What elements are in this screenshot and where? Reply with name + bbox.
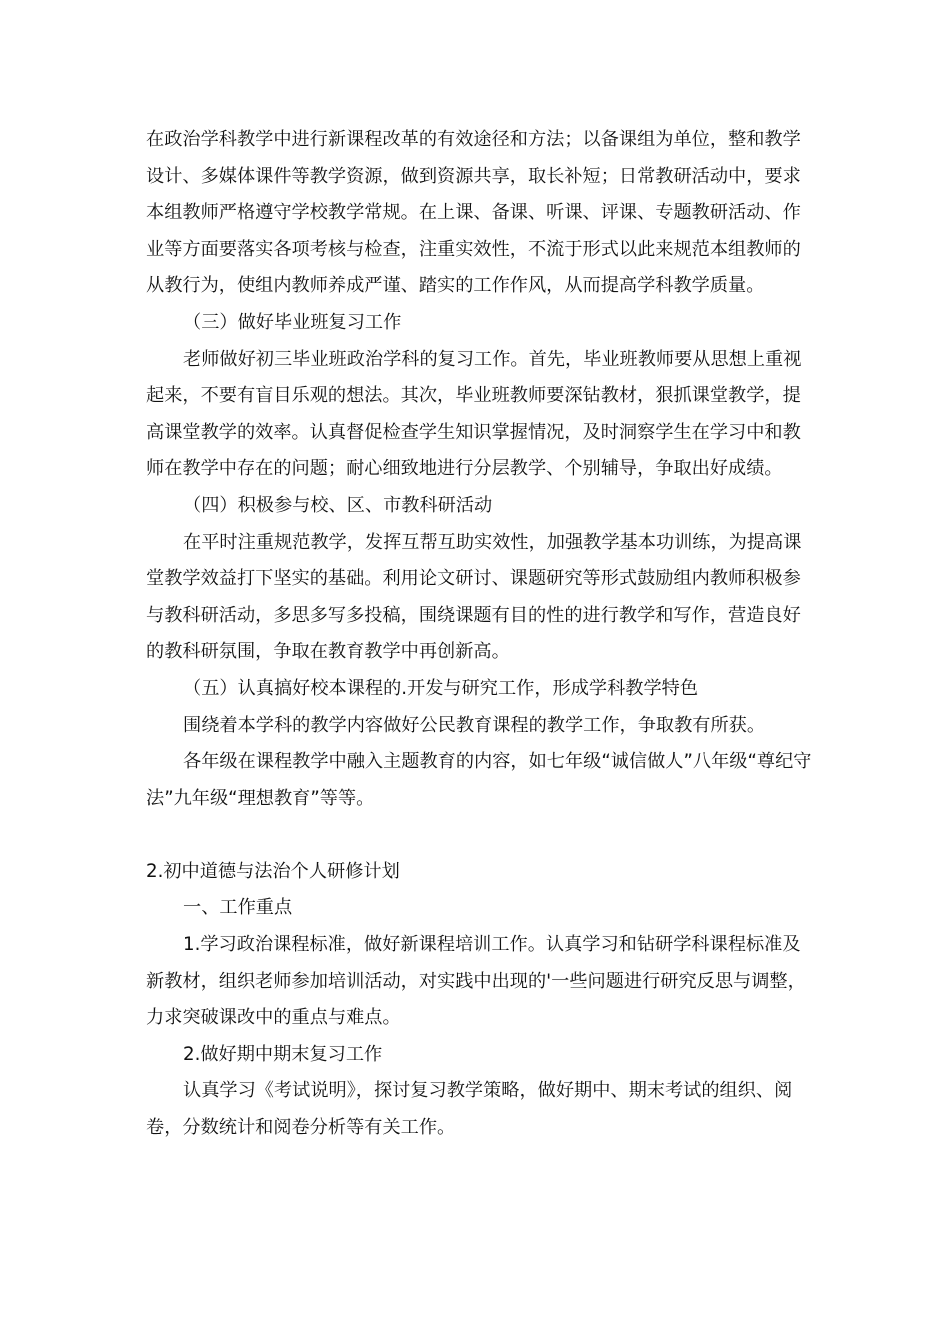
body-paragraph: 在平时注重规范教学，发挥互帮互助实效性，加强教学基本功训练，为提高课堂教学效益打下坚实的基础。利用论文研讨、课题研究等形式鼓励组内教师积极参与教科研活动，多思多写多投稿，围绕课题有目的性的进行教学和写作，营造良好的教科研氛围，争取在教育教学中再创新高。 [146, 531, 802, 663]
body-paragraph: 围绕着本学科的教学内容做好公民教育课程的教学工作，争取教有所获。 [183, 714, 766, 736]
section-heading-school-curriculum: （五）认真搞好校本课程的.开发与研究工作，形成学科教学特色 [183, 677, 699, 699]
body-paragraph: 1.学习政治课程标准，做好新课程培训工作。认真学习和钻研学科课程标准及新教材，组织老师参加培训活动，对实践中出现的'一些问题进行研究反思与调整，力求突破课改中的重点与难点。 [146, 934, 806, 1029]
body-paragraph: 认真学习《考试说明》，探讨复习教学策略，做好期中、期末考试的组织、阅卷，分数统计和阅卷分析等有关工作。 [146, 1080, 793, 1139]
section-heading-exam-review: 2.做好期中期末复习工作 [183, 1043, 383, 1065]
body-paragraph: 各年级在课程教学中融入主题教育的内容，如七年级“诚信做人”八年级“尊纪守法”九年级“理想教育”等等。 [146, 751, 812, 809]
section-heading-work-focus: 一、工作重点 [183, 897, 293, 919]
section-heading-research-activities: （四）积极参与校、区、市教科研活动 [183, 494, 493, 516]
blank-line [146, 817, 818, 854]
body-paragraph: 在政治学科教学中进行新课程改革的有效途径和方法；以备课组为单位，整和教学设计、多媒体课件等教学资源，做到资源共享，取长补短；日常教研活动中，要求本组教师严格遵守学校教学常规。在上课、备课、听课、评课、专题教研活动、作业等方面要落实各项考核与检查，注重实效性，不流于形式以此来规范本组教师的从教行为，使组内教师养成严谨、踏实的工作作风，从而提高学科教学质量。 [146, 129, 801, 297]
document-body [146, 122, 818, 1147]
body-paragraph: 老师做好初三毕业班政治学科的复习工作。首先，毕业班教师要从思想上重视起来，不要有盲目乐观的想法。其次，毕业班教师要深钻教材，狠抓课堂教学，提高课堂教学的效率。认真督促检查学生知识掌握情况，及时洞察学生在学习中和教师在教学中存在的问题；耐心细致地进行分层教学、个别辅导，争取出好成绩。 [146, 348, 802, 480]
document-title: 2.初中道德与法治个人研修计划 [146, 860, 400, 882]
section-heading-graduating-class-review: （三）做好毕业班复习工作 [183, 311, 402, 333]
